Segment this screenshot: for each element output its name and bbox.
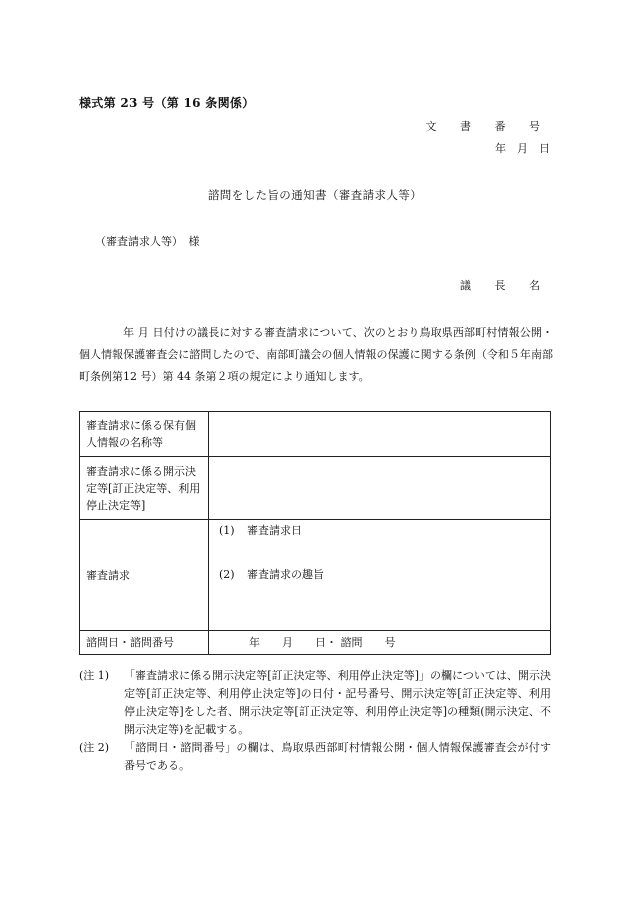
table-row: [80, 412, 551, 457]
request-purpose-line: [219, 566, 324, 583]
table-row: [80, 520, 551, 631]
sender-name: 議 長 名: [460, 279, 550, 292]
table-row: [80, 631, 551, 655]
document-number-field: 文 書 番 号: [425, 120, 550, 133]
footnote: [79, 667, 551, 739]
row-value-request: [209, 520, 551, 631]
info-table: [79, 411, 551, 655]
document-title: 諮問をした旨の通知書（審査請求人等）: [207, 188, 423, 202]
row-value-personal-info: [209, 412, 551, 457]
footnote-text: 「審査請求に係る開示決定等[訂正決定等、利用停止決定等]」の欄については、開示決定等[訂正決定等、利用停止決定等]の日付・記号番号、開示決定等[訂正決定等、利用停止決定等]をした者、開示決定等[訂正決定等、利用停止決定等]の種類(開示決定、不開示決定等)を記載する。: [124, 669, 551, 736]
footnote-label: (注 2): [79, 741, 110, 754]
row-label-inquiry: 諮問日・諮問番号: [80, 631, 209, 655]
request-purpose-label: 審査請求の趣旨: [247, 568, 324, 581]
date-field: 年 月 日: [495, 142, 550, 155]
request-purpose-number: (2): [219, 568, 235, 581]
request-date-line: [219, 522, 302, 539]
row-value-disclosure-decision: [209, 457, 551, 520]
table-row: [80, 457, 551, 520]
row-label-request: 審査請求: [80, 520, 209, 631]
request-date-number: (1): [219, 524, 235, 537]
footnote-text: 「諮問日・諮問番号」の欄は、鳥取県西部町村情報公開・個人情報保護審査会が付す番号である。: [124, 741, 551, 772]
row-value-inquiry: 年 月 日・ 諮問 号: [209, 631, 551, 655]
footnotes: [79, 667, 551, 775]
body-paragraph: 年 月 日付けの議長に対する審査請求について、次のとおり鳥取県西部町村情報公開・個人情報保護審査会に諮問したので、南部町議会の個人情報の保護に関する条例（令和５年南部町条例第12 号）第 44 条第２項の規定により通知します。: [79, 326, 553, 383]
row-label-disclosure-decision: 審査請求に係る開示決定等[訂正決定等、利用停止決定等]: [80, 457, 209, 520]
request-date-label: 審査請求日: [247, 524, 302, 537]
form-number: 様式第 23 号（第 16 条関係）: [79, 96, 255, 110]
footnote: [79, 739, 551, 775]
row-label-personal-info: 審査請求に係る保有個人情報の名称等: [80, 412, 209, 457]
addressee: （審査請求人等） 様: [95, 235, 200, 248]
footnote-label: (注 1): [79, 669, 110, 682]
